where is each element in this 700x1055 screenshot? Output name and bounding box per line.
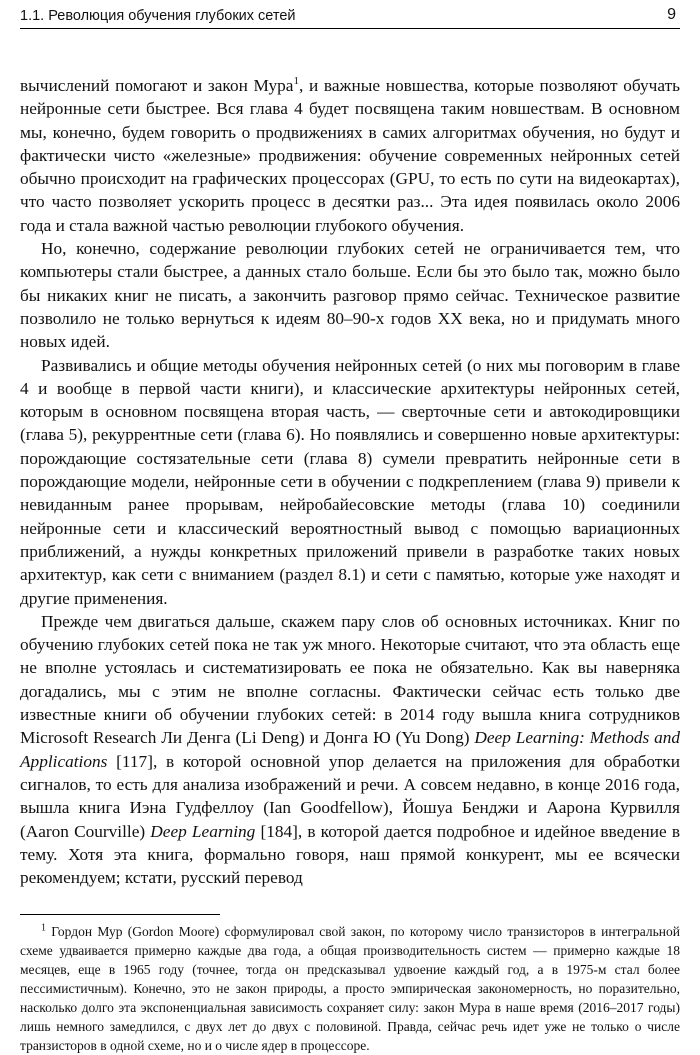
paragraph-2: Но, конечно, содержание революции глубоких сетей не ограничивается тем, что компьютеры стали быстрее, а данных стало больше. Если бы это было так, можно было бы никаких книг не писать, а закончить разговор прямо сейчас. Техническое развитие позволило не только вернуться к идеям 80–90-х годов XX века, но и придумать много новых идей. <box>20 239 680 352</box>
paragraph-3: Развивались и общие методы обучения нейронных сетей (о них мы поговорим в главе 4 и вообще в первой части книги), и классические архитектуры нейронных сетей, которым в основном посвящена вторая часть, — сверточные сети и автокодировщики (глава 5), рекуррентные сети (глава 6). Но появлялись и совершенно новые архитектуры: порождающие состязательные сети (глава 8) сумели превратить нейронные сети в порождающие модели, нейронные сети в обучении с подкреплением (глава 9) привели к невиданным ранее прорывам, нейробайесовские методы (глава 10) соединили нейронные сети и классический вероятностный вывод с помощью вариационных приближений, а нужды конкретных приложений привели в разработке таких новых архитектур, как сети с вниманием (раздел 8.1) и сети с памятью, которые уже находят и другие применения. <box>20 355 680 608</box>
paragraph-4-part-1: Прежде чем двигаться дальше, скажем пару слов об основных источниках. Книг по обучению глубоких сетей пока не так уж много. Некоторые считают, что эта область еще не вполне устоялась и систематизировать ее пока не обязательно. Как вы наверняка догадались, мы с этим не вполне согласны. Фактически сейчас есть только две известные книги об обучении глубоких сетей: в 2014 году вышла книга сотрудников Microsoft Research Ли Денга (Li Deng) и Донга Ю (Yu Dong) <box>20 611 680 748</box>
book-title-deep-learning: Deep Learning <box>150 821 256 841</box>
page-number: 9 <box>667 6 676 23</box>
main-text <box>20 74 680 889</box>
paragraph-1-rest: , и важные новшества, которые позволяют обучать нейронные сети быстрее. Вся глава 4 будет посвящена таким новшествам. В основном мы, конечно, будем говорить о продвижениях в самих алгоритмах обучения, но будут и фактически чисто «железные» продвижения: обучение современных нейронных сетей обычно происходит на графических процессорах (GPU, то есть по сути на видеокартах), что часто позволяет ускорить процесс в десятки раз... Эта идея появилась около 2006 года и стала важной частью революции глубокого обучения. <box>20 76 680 235</box>
book-title-deep-learning-methods: Deep Learning: Methods and Applications <box>20 728 680 771</box>
footnotes <box>20 922 680 1055</box>
paragraph-4-part-2: [117], в которой основной упор делается на приложения для обработки сигналов, то есть для анализа изображений и речи. А совсем недавно, в конце 2016 года, вышла книга Иэна Гудфеллоу (Ian Goodfellow), Йошуа Бенджи и Аарона Курвилля (Aaron Courville) <box>20 751 680 841</box>
footnote-text: Гордон Мур (Gordon Moore) сформулировал свой закон, по которому число транзисторов в интегральной схеме удваивается примерно каждые два года, а общая производительность систем — примерно каждые 18 месяцев, еще в 1965 году (точнее, тогда он предсказывал удвоение каждый год, а в 1975-м стал более пессимистичным). Конечно, это не закон природы, а просто эмпирическая закономерность, но поразительно, насколько долго эта экспоненциальная зависимость сохраняет силу: закон Мура в наше время (2016–2017 годы) лишь немного замедлился, с двух лет до двух с половиной. Правда, сейчас речь идет уже не только о числе транзисторов в одной схеме, но и о числе ядер в процессоре. <box>20 924 681 1053</box>
paragraph-4-part-3: [184], в которой дается подробное и идейное введение в тему. Хотя эта книга, формально говоря, наш прямой конкурент, мы ее всячески рекомендуем; кстати, русский перевод <box>20 821 680 888</box>
running-header <box>20 6 680 29</box>
footnote-1 <box>20 922 680 1055</box>
paragraph-4 <box>20 610 680 890</box>
paragraph-1 <box>20 74 680 237</box>
footnote-divider <box>20 914 220 915</box>
chapter-section-title: 1.1. Революция обучения глубоких сетей <box>20 8 296 24</box>
footnote-reference[interactable]: 1 <box>293 75 299 88</box>
footnote-mark: 1 <box>41 922 46 934</box>
paragraph-1-start: вычислений помогают и закон Мура <box>20 76 294 95</box>
